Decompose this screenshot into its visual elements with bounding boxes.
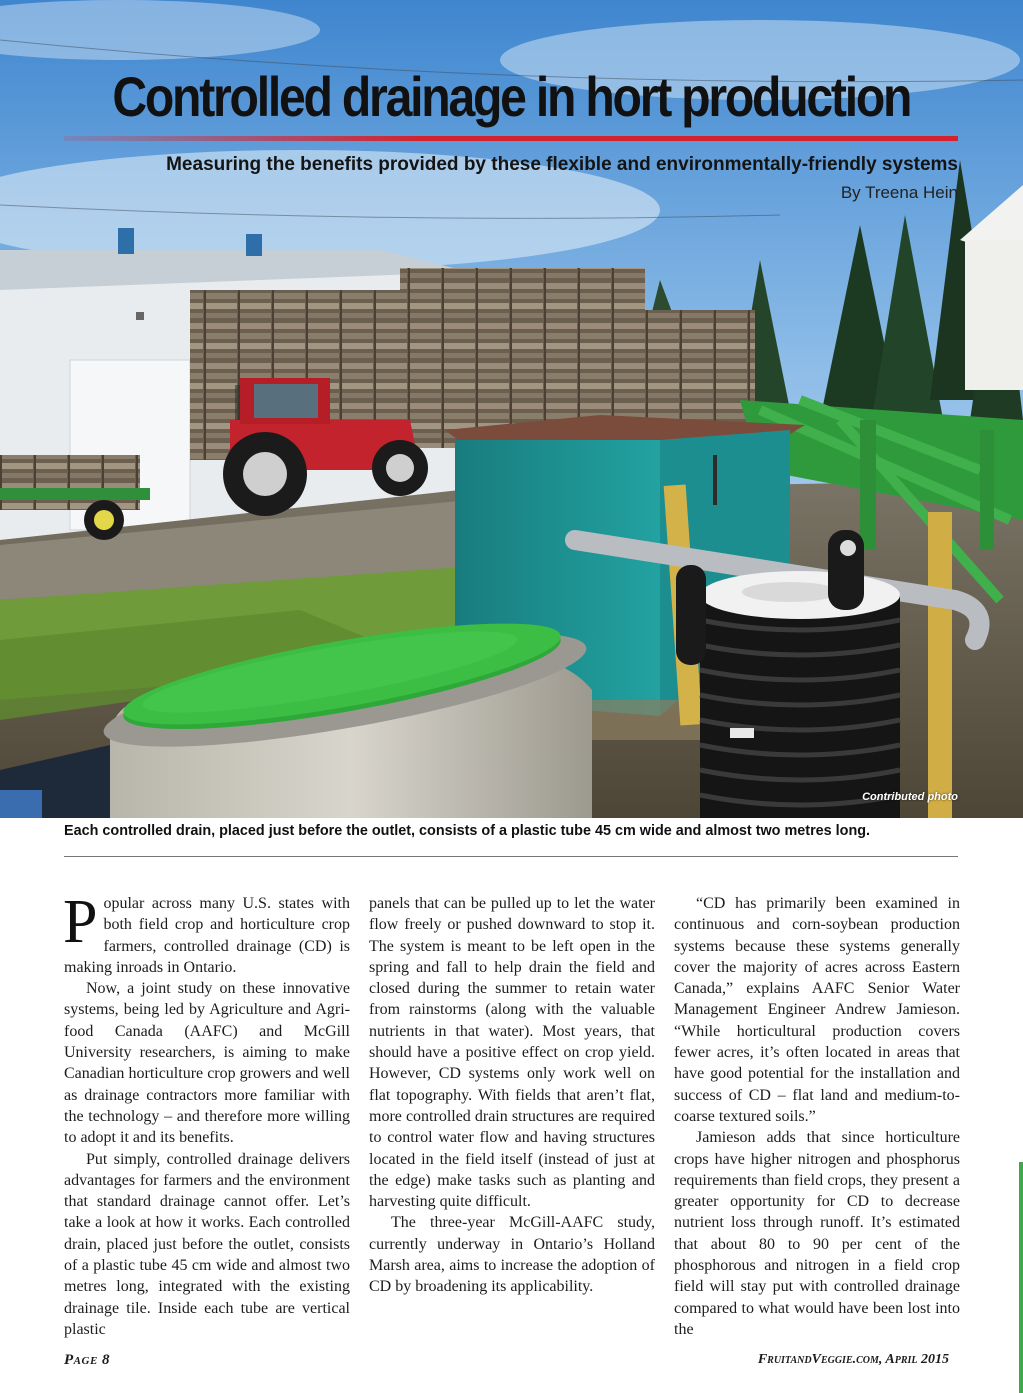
photo-caption: Each controlled drain, placed just before the outlet, consists of a plastic tube 45 cm wide and almost two metres long. <box>64 823 871 839</box>
paragraph: The three-year McGill-AAFC study, currently underway in Ontario’s Holland Marsh area, aims to increase the adoption of CD by broadening its applicability. <box>369 1214 655 1296</box>
paragraph: Jamieson adds that since horticulture crops have higher nitrogen and phosphorus requirements than field crops, they present a greater opportunity for CD to decrease nutrient loss through runoff. It’s estimated that about 80 to 90 per cent of the phosphorous and nitrogen in a field crop field will stay put with controlled drainage compared to what would have been lost into the <box>674 1129 960 1338</box>
article-subtitle: Measuring the benefits provided by these flexible and environmentally-friendly systems <box>166 154 958 175</box>
dropcap: P <box>63 888 98 956</box>
article-title: Controlled drainage in hort production <box>112 65 911 128</box>
article-column-1 <box>63 888 350 1340</box>
paragraph: Now, a joint study on these innovative systems, being led by Agriculture and Agri-food Canada (AAFC) and McGill University researchers, is aiming to make Canadian horticulture crop growers and well as drainage contractors more familiar with the technology – and therefore more willing to adopt it and its benefits. <box>64 980 350 1147</box>
paragraph <box>63 888 350 978</box>
page-edge-tab <box>1019 1162 1023 1393</box>
paragraph-text: opular across many U.S. states with both field crop and horticulture crop farmers, controlled drainage (CD) is making inroads in Ontario. <box>64 895 350 976</box>
page-number: Page 8 <box>64 1352 111 1368</box>
photo-credit: Contributed photo <box>862 791 958 803</box>
publication-footer: FruitandVeggie.com, April 2015 <box>757 1352 949 1367</box>
paragraph: panels that can be pulled up to let the water flow freely or pushed downward to stop it. The system is meant to be left open in the spring and fall to help drain the field and closed during the summer to retain water from rainstorms (along with the valuable nutrients in that water). Most years, that should have a positive effect on crop yield. However, CD systems only work well on flat topography. With fields that aren’t flat, more controlled drain structures are required to control water flow and having structures located in the field itself (instead of just at the edge) make tasks such as planting and harvesting quite difficult. <box>369 895 655 1211</box>
title-divider <box>64 136 958 141</box>
paragraph: “CD has primarily been examined in continuous and corn-soybean production systems because these systems generally cover the majority of acres across Eastern Canada,” explains AAFC Senior Water Management Engineer Andrew Jamieson. “While horticultural production covers fewer acres, it’s often located in areas that have good potential for the installation and success of CD – flat land and medium-to-coarse textured soils.” <box>674 895 960 1125</box>
article-column-3 <box>674 893 960 1340</box>
caption-divider <box>64 856 958 857</box>
byline: By Treena Hein <box>840 183 958 202</box>
article-column-2 <box>369 893 655 1298</box>
paragraph: Put simply, controlled drainage delivers advantages for farmers and the environment that standard drainage cannot offer. Let’s take a look at how it works. Each controlled drain, placed just before the outlet, consists of a plastic tube 45 cm wide and almost two metres long, integrated with the existing drainage tile. Inside each tube are vertical plastic <box>64 1150 350 1338</box>
